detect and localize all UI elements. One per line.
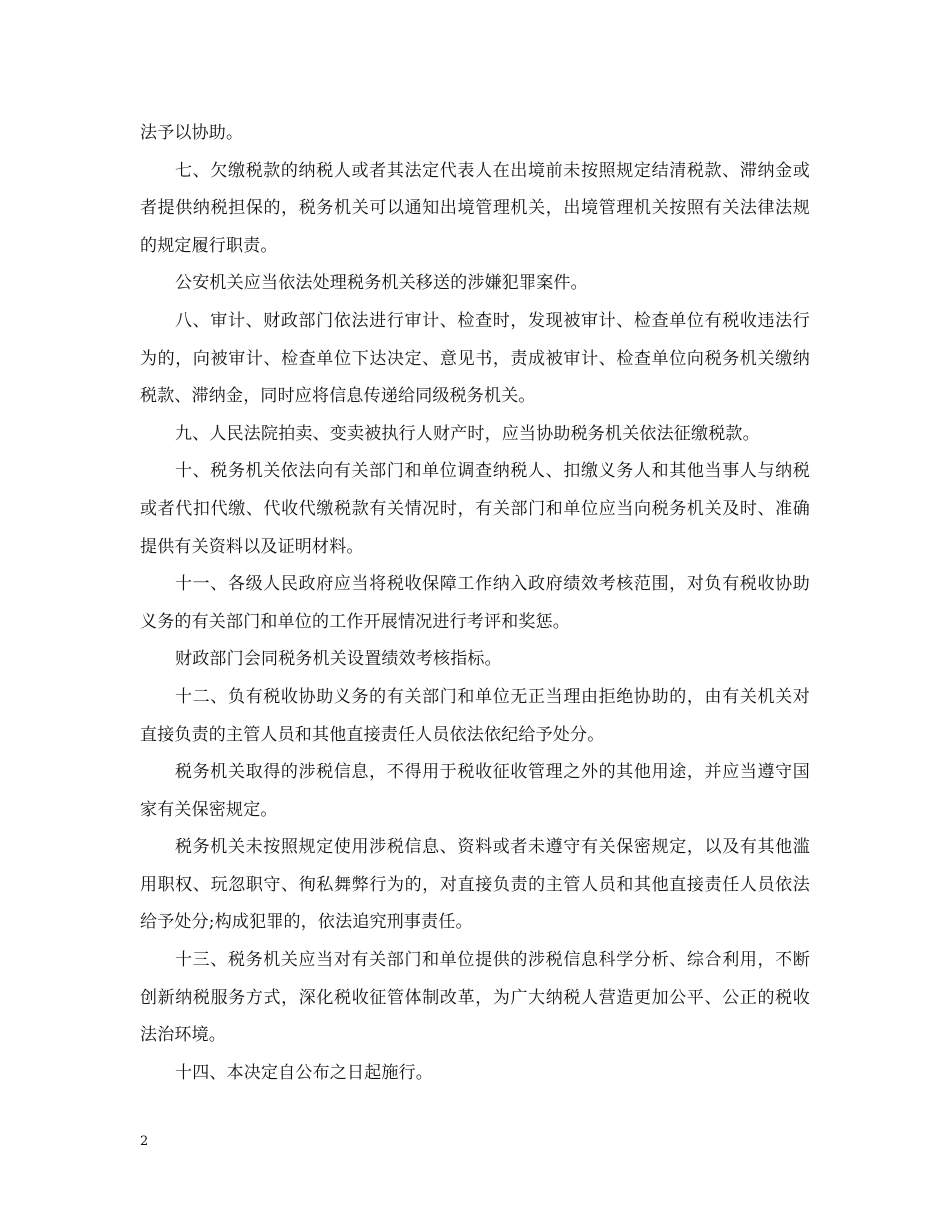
paragraph-clause-10: 十、税务机关依法向有关部门和单位调查纳税人、扣缴义务人和其他当事人与纳税或者代扣代缴、代收代缴税款有关情况时，有关部门和单位应当向税务机关及时、准确提供有关资料以及证明材料。 [140, 461, 810, 557]
paragraph-clause-13: 十三、税务机关应当对有关部门和单位提供的涉税信息科学分析、综合利用，不断创新纳税服务方式，深化税收征管体制改革，为广大纳税人营造更加公平、公正的税收法治环境。 [140, 950, 810, 1046]
paragraph-performance-indicators: 财政部门会同税务机关设置绩效考核指标。 [175, 649, 502, 670]
page-number: 2 [140, 1134, 149, 1149]
paragraph-clause-9: 九、人民法院拍卖、变卖被执行人财产时，应当协助税务机关依法征缴税款。 [175, 423, 760, 444]
paragraph-tax-info-use: 税务机关取得的涉税信息，不得用于税收征收管理之外的其他用途，并应当遵守国家有关保密规定。 [140, 762, 810, 820]
paragraph-clause-8: 八、审计、财政部门依法进行审计、检查时，发现被审计、检查单位有税收违法行为的，向被审计、检查单位下达决定、意见书，责成被审计、检查单位向税务机关缴纳税款、滞纳金，同时应将信息传递给同级税务机关。 [140, 310, 810, 407]
paragraph-clause-7: 七、欠缴税款的纳税人或者其法定代表人在出境前未按照规定结清税款、滞纳金或者提供纳税担保的，税务机关可以通知出境管理机关，出境管理机关按照有关法律法规的规定履行职责。 [140, 160, 810, 256]
paragraph-clause-12: 十二、负有税收协助义务的有关部门和单位无正当理由拒绝协助的，由有关机关对直接负责的主管人员和其他直接责任人员依法依纪给予处分。 [140, 686, 810, 745]
paragraph-continuation: 法予以协助。 [140, 123, 244, 143]
paragraph-clause-14: 十四、本决定自公布之日起施行。 [175, 1062, 433, 1083]
paragraph-clause-11: 十一、各级人民政府应当将税收保障工作纳入政府绩效考核范围，对负有税收协助义务的有关部门和单位的工作开展情况进行考评和奖惩。 [140, 574, 810, 632]
paragraph-tax-info-violations: 税务机关未按照规定使用涉税信息、资料或者未遵守有关保密规定，以及有其他滥用职权、玩忽职守、徇私舞弊行为的，对直接负责的主管人员和其他直接责任人员依法给予处分;构成犯罪的，依法追究刑事责任。 [140, 837, 810, 933]
paragraph-public-security: 公安机关应当依法处理税务机关移送的涉嫌犯罪案件。 [175, 273, 588, 294]
document-body [140, 115, 810, 1092]
